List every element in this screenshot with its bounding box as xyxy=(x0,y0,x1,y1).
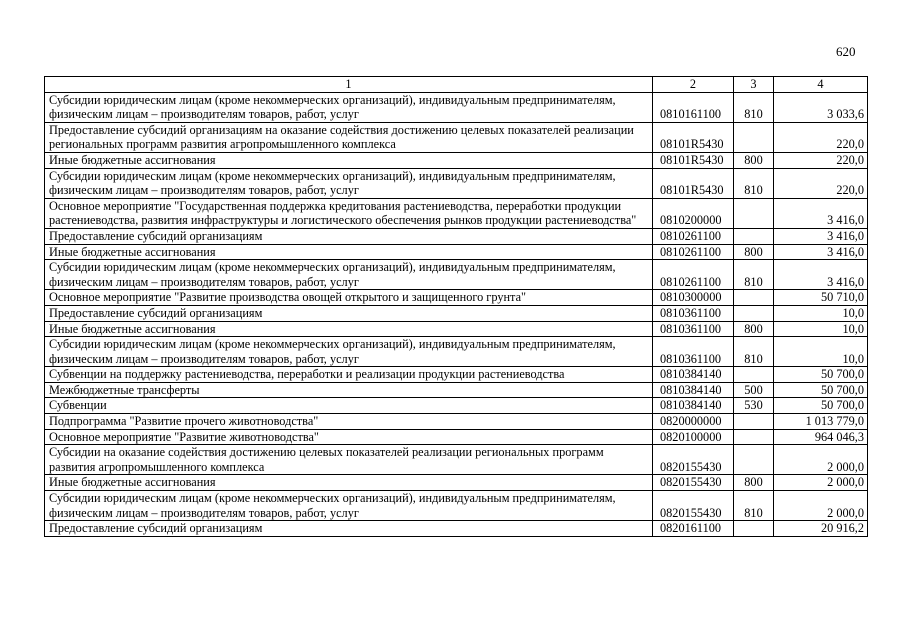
row-name: Субсидии юридическим лицам (кроме некоммерческих организаций), индивидуальным предпринимателям, физическим лицам – производителям товаров, работ, услуг xyxy=(45,260,653,290)
table-row xyxy=(45,491,868,521)
table-row xyxy=(45,475,868,491)
table-row xyxy=(45,367,868,383)
table-row xyxy=(45,198,868,228)
row-code: 08101R5430 xyxy=(653,122,734,152)
row-code: 0820000000 xyxy=(653,414,734,430)
row-amount: 220,0 xyxy=(774,152,868,168)
row-amount: 10,0 xyxy=(774,337,868,367)
row-expense-type xyxy=(734,445,774,475)
table-row xyxy=(45,337,868,367)
row-amount: 2 000,0 xyxy=(774,491,868,521)
table-row xyxy=(45,244,868,260)
row-amount: 220,0 xyxy=(774,122,868,152)
row-name: Субсидии на оказание содействия достижению целевых показателей реализации региональных программ развития агропромышленного комплекса xyxy=(45,445,653,475)
table-row xyxy=(45,228,868,244)
row-amount: 3 416,0 xyxy=(774,244,868,260)
row-expense-type: 810 xyxy=(734,260,774,290)
row-amount: 220,0 xyxy=(774,168,868,198)
row-amount: 3 416,0 xyxy=(774,198,868,228)
column-header: 1 xyxy=(45,77,653,93)
row-name: Иные бюджетные ассигнования xyxy=(45,321,653,337)
row-amount: 3 416,0 xyxy=(774,260,868,290)
row-code: 0820155430 xyxy=(653,445,734,475)
row-code: 0810384140 xyxy=(653,367,734,383)
row-expense-type: 810 xyxy=(734,168,774,198)
table-row xyxy=(45,382,868,398)
row-code: 0810261100 xyxy=(653,260,734,290)
table-row xyxy=(45,429,868,445)
row-amount: 50 700,0 xyxy=(774,382,868,398)
row-amount: 964 046,3 xyxy=(774,429,868,445)
row-expense-type xyxy=(734,521,774,537)
budget-table xyxy=(44,76,868,537)
row-expense-type: 530 xyxy=(734,398,774,414)
row-code: 0810361100 xyxy=(653,305,734,321)
row-expense-type xyxy=(734,122,774,152)
table-row xyxy=(45,122,868,152)
row-expense-type xyxy=(734,414,774,430)
row-name: Предоставление субсидий организациям xyxy=(45,305,653,321)
row-expense-type: 810 xyxy=(734,491,774,521)
row-code: 0810361100 xyxy=(653,321,734,337)
table-row xyxy=(45,521,868,537)
row-name: Предоставление субсидий организациям на оказание содействия достижению целевых показателей реализации региональных программ развития агропромышленного комплекса xyxy=(45,122,653,152)
row-code: 0810361100 xyxy=(653,337,734,367)
row-name: Основное мероприятие "Государственная поддержка кредитования растениеводства, переработки продукции растениеводства, развития инфраструктуры и логистического обеспечения рынков продукции растениеводства" xyxy=(45,198,653,228)
row-code: 0810300000 xyxy=(653,290,734,306)
table-row xyxy=(45,92,868,122)
table-header-row xyxy=(45,77,868,93)
row-amount: 3 033,6 xyxy=(774,92,868,122)
row-expense-type xyxy=(734,429,774,445)
row-expense-type xyxy=(734,228,774,244)
row-code: 08101R5430 xyxy=(653,152,734,168)
row-expense-type xyxy=(734,305,774,321)
row-code: 0810200000 xyxy=(653,198,734,228)
row-code: 0810161100 xyxy=(653,92,734,122)
row-code: 0810384140 xyxy=(653,398,734,414)
column-header: 3 xyxy=(734,77,774,93)
column-header: 2 xyxy=(653,77,734,93)
row-name: Иные бюджетные ассигнования xyxy=(45,152,653,168)
row-name: Иные бюджетные ассигнования xyxy=(45,244,653,260)
row-name: Субсидии юридическим лицам (кроме некоммерческих организаций), индивидуальным предпринимателям, физическим лицам – производителям товаров, работ, услуг xyxy=(45,337,653,367)
row-name: Субсидии юридическим лицам (кроме некоммерческих организаций), индивидуальным предпринимателям, физическим лицам – производителям товаров, работ, услуг xyxy=(45,491,653,521)
table-row xyxy=(45,152,868,168)
row-expense-type: 500 xyxy=(734,382,774,398)
row-name: Основное мероприятие "Развитие производства овощей открытого и защищенного грунта" xyxy=(45,290,653,306)
row-amount: 10,0 xyxy=(774,305,868,321)
column-header: 4 xyxy=(774,77,868,93)
row-expense-type: 810 xyxy=(734,92,774,122)
row-amount: 2 000,0 xyxy=(774,475,868,491)
row-code: 0810261100 xyxy=(653,244,734,260)
row-name: Иные бюджетные ассигнования xyxy=(45,475,653,491)
table-row xyxy=(45,321,868,337)
row-amount: 10,0 xyxy=(774,321,868,337)
row-amount: 50 700,0 xyxy=(774,367,868,383)
row-expense-type xyxy=(734,290,774,306)
table-row xyxy=(45,168,868,198)
row-expense-type: 800 xyxy=(734,321,774,337)
row-amount: 1 013 779,0 xyxy=(774,414,868,430)
row-code: 0810384140 xyxy=(653,382,734,398)
table-body xyxy=(45,92,868,536)
table-row xyxy=(45,414,868,430)
row-name: Подпрограмма "Развитие прочего животноводства" xyxy=(45,414,653,430)
row-expense-type xyxy=(734,367,774,383)
row-name: Межбюджетные трансферты xyxy=(45,382,653,398)
row-name: Субвенции xyxy=(45,398,653,414)
row-name: Предоставление субсидий организациям xyxy=(45,228,653,244)
table-row xyxy=(45,398,868,414)
row-name: Субсидии юридическим лицам (кроме некоммерческих организаций), индивидуальным предпринимателям, физическим лицам – производителям товаров, работ, услуг xyxy=(45,168,653,198)
row-code: 0810261100 xyxy=(653,228,734,244)
row-code: 0820100000 xyxy=(653,429,734,445)
table-row xyxy=(45,290,868,306)
row-code: 0820161100 xyxy=(653,521,734,537)
row-code: 0820155430 xyxy=(653,491,734,521)
row-expense-type: 810 xyxy=(734,337,774,367)
row-amount: 50 700,0 xyxy=(774,398,868,414)
row-expense-type xyxy=(734,198,774,228)
page-number: 620 xyxy=(836,44,856,59)
table-row xyxy=(45,445,868,475)
row-expense-type: 800 xyxy=(734,152,774,168)
row-amount: 2 000,0 xyxy=(774,445,868,475)
row-name: Субвенции на поддержку растениеводства, переработки и реализации продукции растениеводства xyxy=(45,367,653,383)
row-code: 08101R5430 xyxy=(653,168,734,198)
row-expense-type: 800 xyxy=(734,244,774,260)
row-amount: 50 710,0 xyxy=(774,290,868,306)
row-amount: 3 416,0 xyxy=(774,228,868,244)
row-code: 0820155430 xyxy=(653,475,734,491)
table-row xyxy=(45,305,868,321)
row-name: Предоставление субсидий организациям xyxy=(45,521,653,537)
row-amount: 20 916,2 xyxy=(774,521,868,537)
table-row xyxy=(45,260,868,290)
row-name: Основное мероприятие "Развитие животноводства" xyxy=(45,429,653,445)
row-name: Субсидии юридическим лицам (кроме некоммерческих организаций), индивидуальным предпринимателям, физическим лицам – производителям товаров, работ, услуг xyxy=(45,92,653,122)
row-expense-type: 800 xyxy=(734,475,774,491)
